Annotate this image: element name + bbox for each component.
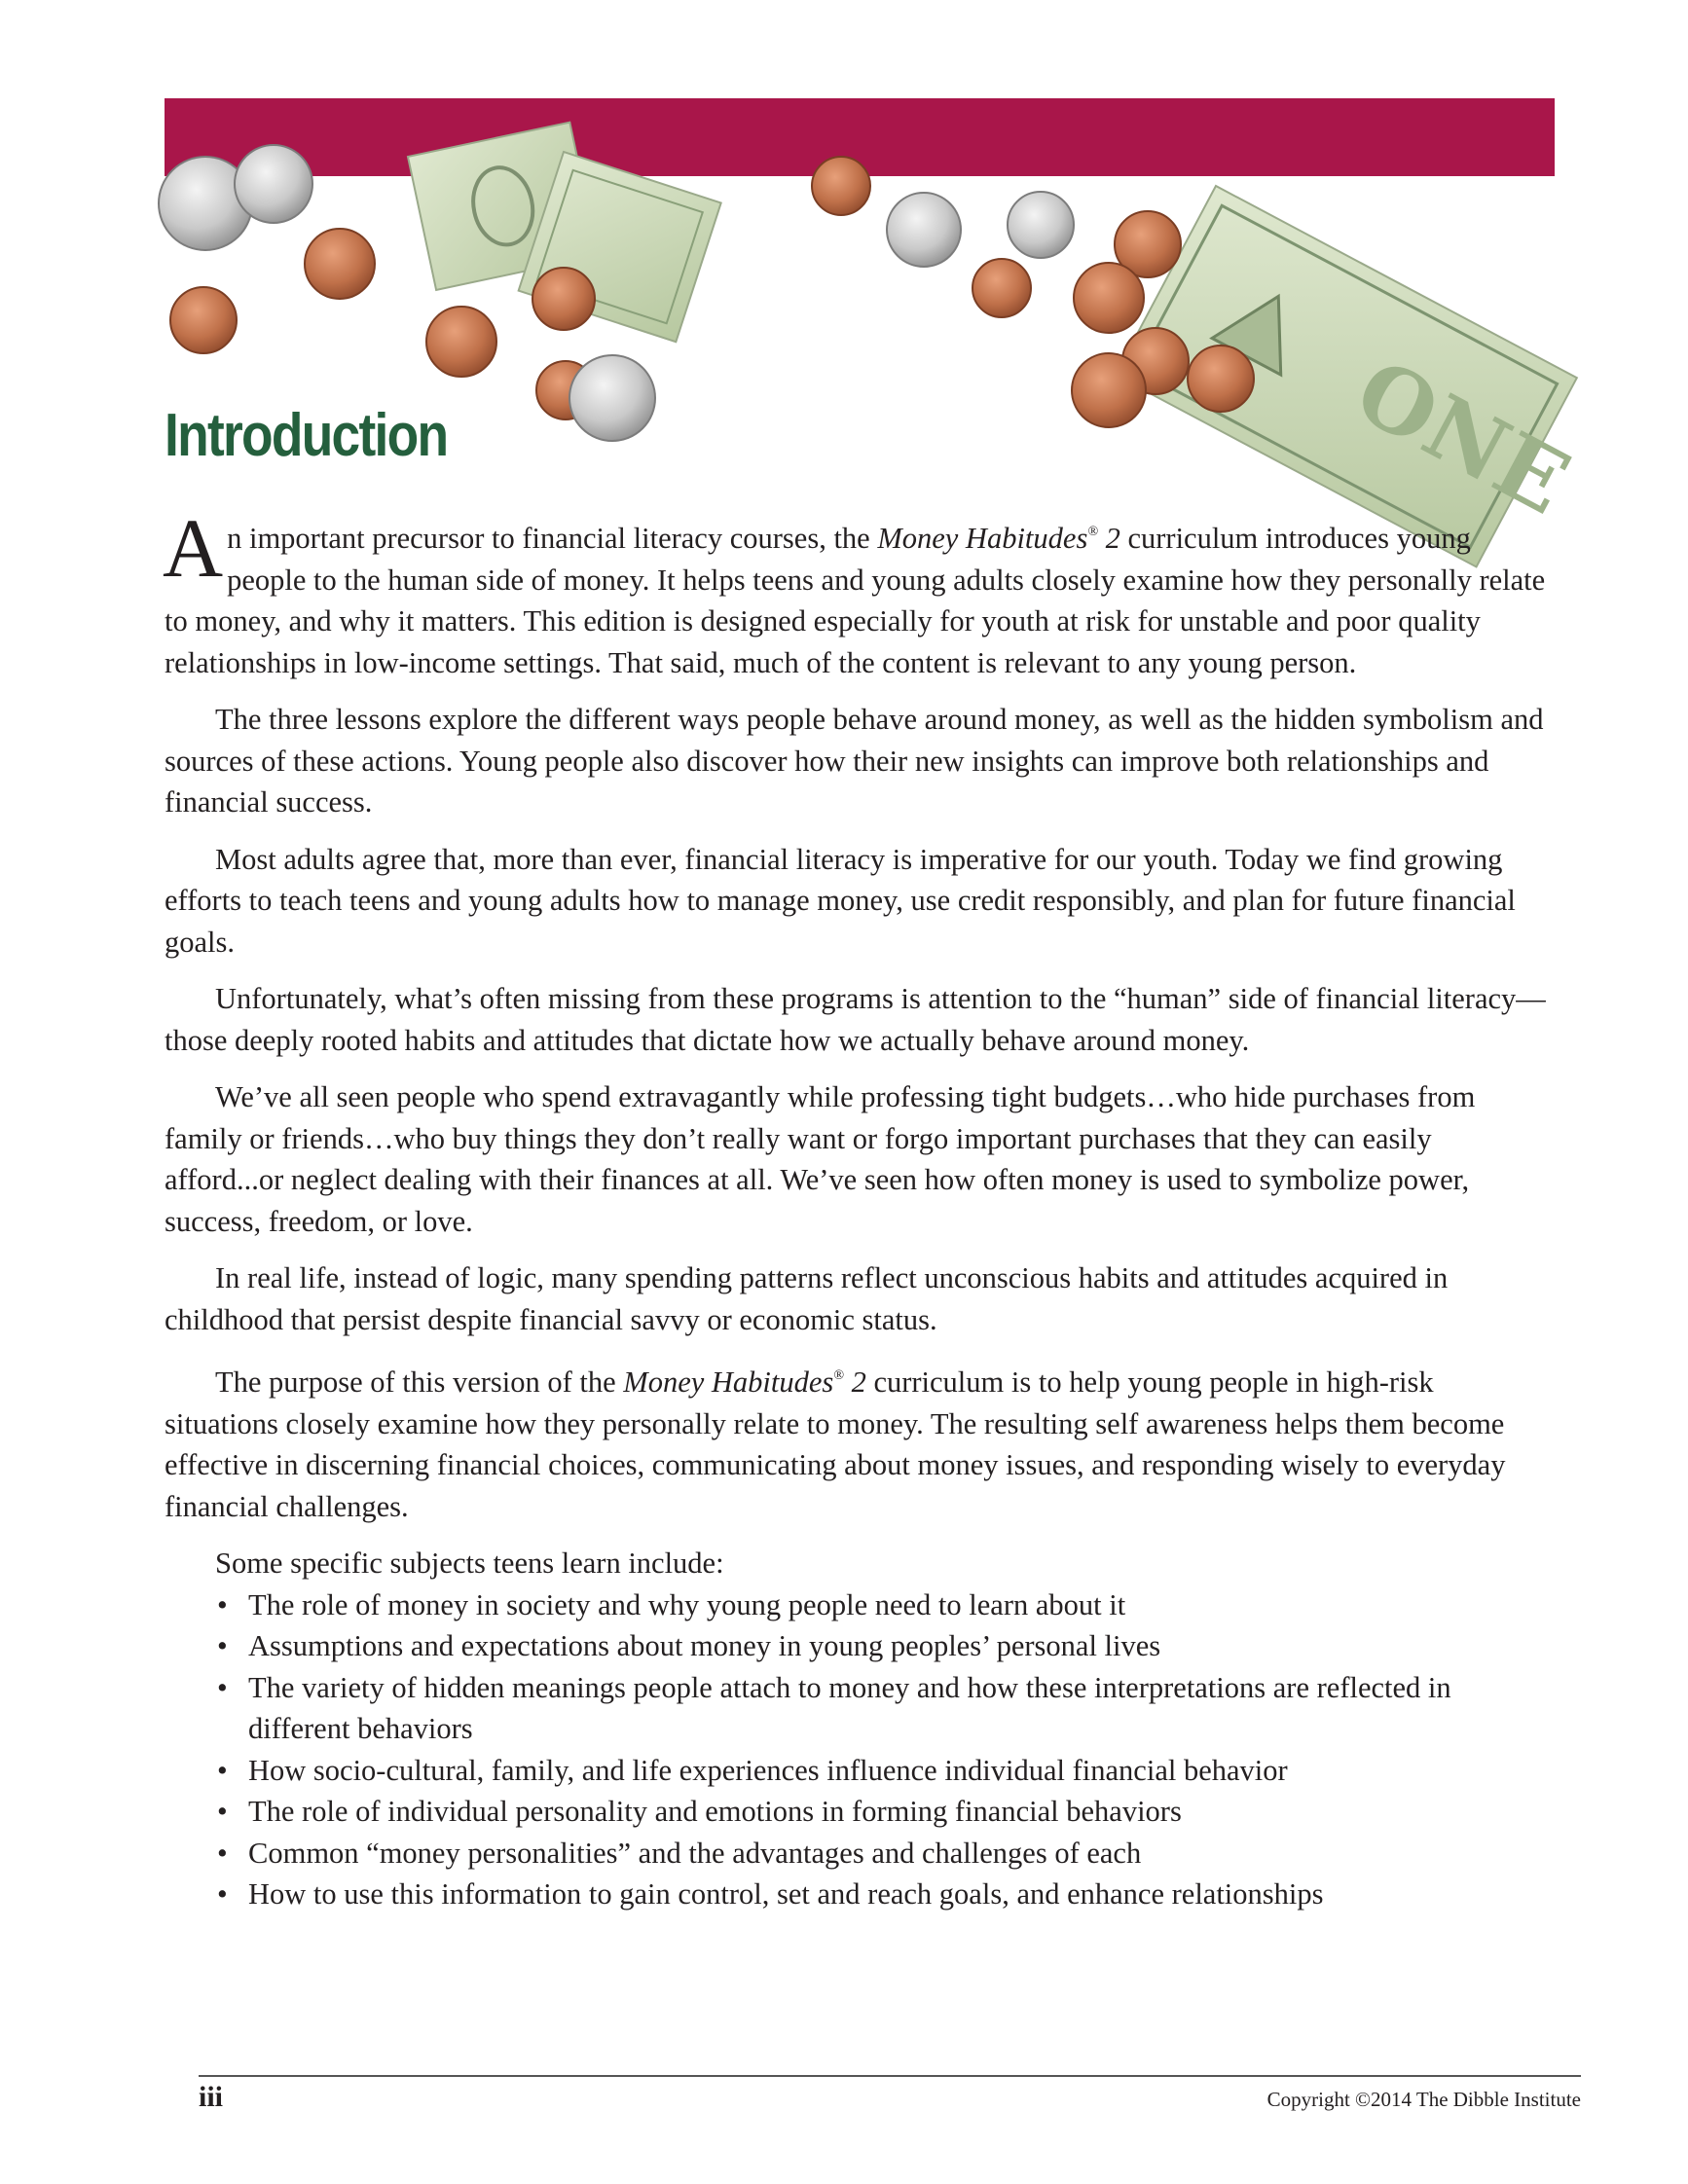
purpose-paragraph: The purpose of this version of the Money Habitudes® 2 curriculum is to help young people in high-risk situations closely examine how they personally relate to money. The resulting self awareness helps them become effective in discerning financial choices, communicating about money issues, and responding wisely to everyday financial challenges.	[165, 1365, 1506, 1523]
intro-paragraph: An important precursor to financial literacy courses, the Money Habitudes® 2 curriculum introduces young people to the human side of money. It helps teens and young adults closely examine how they personally relate to money, and why it matters. This edition is designed especially for youth at risk for unstable and poor quality relationships in low-income settings. That said, much of the content is relevant to any young person.	[163, 501, 1546, 679]
page-title: Introduction	[165, 402, 448, 469]
svg-text:ONE: ONE	[1339, 339, 1586, 535]
subjects-list	[215, 1584, 1555, 1915]
list-item: • Common “money personalities” and the advantages and challenges of each	[215, 1833, 1555, 1875]
list-item: • The variety of hidden meanings people attach to money and how these interpretations are reflected in different behaviors	[215, 1667, 1555, 1750]
paragraph: The three lessons explore the different ways people behave around money, as well as the hidden symbolism and sources of these actions. Young people also discover how their new insights can improve both relationships and financial success.	[165, 703, 1544, 819]
curriculum-name: Money Habitudes® 2	[623, 1365, 866, 1399]
subjects-intro: Some specific subjects teens learn include:	[215, 1547, 724, 1580]
body-text	[163, 501, 1555, 1915]
list-item: • How to use this information to gain control, set and reach goals, and enhance relationships	[215, 1874, 1555, 1915]
paragraph: Unfortunately, what’s often missing from these programs is attention to the “human” side of financial literacy—those deeply rooted habits and attitudes that dictate how we actually behave around money.	[165, 982, 1546, 1057]
list-item: • The role of money in society and why young people need to learn about it	[215, 1584, 1555, 1626]
paragraph: We’ve all seen people who spend extravagantly while professing tight budgets…who hide purchases from family or friends…who buy things they don’t really want or forgo important purchases that they can easily afford...or neglect dealing with their finances at all. We’ve seen how often money is used to symbolize power, success, freedom, or love.	[165, 1080, 1476, 1238]
paragraph: In real life, instead of logic, many spending patterns reflect unconscious habits and attitudes acquired in childhood that persist despite financial savvy or economic status.	[165, 1261, 1449, 1336]
page-number: iii	[199, 2081, 224, 2113]
copyright-notice: Copyright ©2014 The Dibble Institute	[1266, 2088, 1581, 2111]
paragraph: Most adults agree that, more than ever, financial literacy is imperative for our youth. Today we find growing efforts to teach teens and young adults how to manage money, use credit responsibly, and plan for future financial goals.	[165, 842, 1516, 959]
list-item: • The role of individual personality and emotions in forming financial behaviors	[215, 1791, 1555, 1833]
footer-divider	[199, 2075, 1581, 2077]
list-item: • How socio-cultural, family, and life experiences influence individual financial behavior	[215, 1750, 1555, 1792]
subjects-section	[165, 1543, 1555, 1915]
list-item: • Assumptions and expectations about money in young peoples’ personal lives	[215, 1625, 1555, 1667]
drop-cap: A	[163, 501, 224, 595]
curriculum-name: Money Habitudes® 2	[877, 522, 1120, 555]
